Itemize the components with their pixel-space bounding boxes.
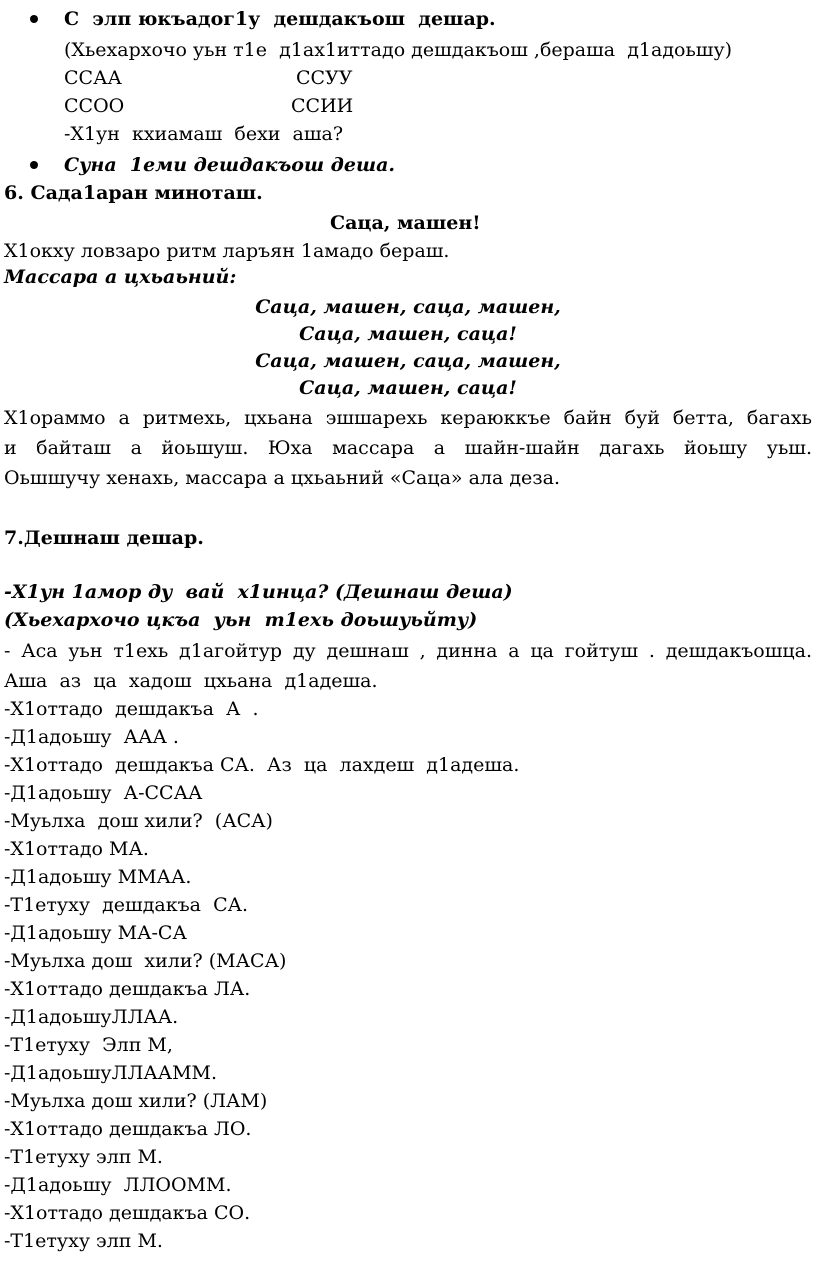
dialogue-line: -Муьлха дош хили? (МАСА) xyxy=(4,950,287,972)
dialogue-line: -Д1адоьшу А-ССАА xyxy=(4,782,203,804)
verse-line: Саца, машен, саца! xyxy=(299,323,517,345)
teacher-note: (Хьехархочо уьн т1е д1ах1иттадо дешдакъош ,бераша д1адоьшу) xyxy=(64,39,733,61)
dialogue-line: -Муьлха дош хили? (ЛАМ) xyxy=(4,1090,268,1112)
dialogue-line: -Д1адоьшу ААА . xyxy=(4,726,179,748)
dialogue-line: -Д1адоьшу ЛЛООММ. xyxy=(4,1174,232,1196)
section-heading: 6. Сада1аран миноташ. xyxy=(4,182,263,204)
section-heading: 7.Дешнаш дешар. xyxy=(4,527,204,549)
question-line: -Х1ун кхиамаш бехи аша? xyxy=(64,123,344,145)
bullet-icon xyxy=(30,15,38,23)
bullet-icon xyxy=(30,161,38,169)
dialogue-line: -Х1оттадо МА. xyxy=(4,838,149,860)
verse-line: Саца, машен, саца, машен, xyxy=(255,350,561,372)
dialogue-line: -Д1адоьшуЛЛАА. xyxy=(4,1006,179,1028)
paragraph-line: Х1ораммо а ритмехь, цхьана эшшарехь кераюккъе байн буй бетта, багахь xyxy=(4,407,812,429)
syllable: ССУУ xyxy=(296,67,353,89)
paragraph-line: Оьшшучу хенахь, массара а цхьаьний «Саца» ала деза. xyxy=(4,467,561,489)
syllable: ССОО xyxy=(64,95,125,117)
intro-line: - Аса уьн т1ехь д1агойтур ду дешнаш , динна а ца гойтуш . дешдакъошца. xyxy=(4,640,812,662)
bullet-item-reading: С элп юкъадог1у дешдакъош дешар. xyxy=(64,8,496,30)
verse-line: Саца, машен, саца, машен, xyxy=(255,296,561,318)
chorus-label: Массара а цхьаьний: xyxy=(4,266,237,288)
dialogue-line: -Т1етуху элп М. xyxy=(4,1146,163,1168)
instruction-line: Х1окху ловзаро ритм ларъян 1амадо бераш. xyxy=(4,240,450,262)
dialogue-line: -Т1етуху Элп М, xyxy=(4,1034,173,1056)
dialogue-line: -Х1оттадо дешдакъа СО. xyxy=(4,1202,251,1224)
dialogue-line: -Х1оттадо дешдакъа ЛО. xyxy=(4,1118,252,1140)
syllable: ССАА xyxy=(64,67,122,89)
dialogue-line: -Т1етуху дешдакъа СА. xyxy=(4,894,249,916)
intro-line: Аша аз ца хадош цхьана д1адеша. xyxy=(4,670,378,692)
paragraph-line: и байташ а йоьшуш. Юха массара а шайн-шайн дагахь йоьшу уьш. xyxy=(4,437,812,459)
dialogue-line: -Т1етуху элп М. xyxy=(4,1230,163,1252)
bullet-item-answer: Суна 1еми дешдакъош деша. xyxy=(64,154,395,176)
dialogue-line: -Муьлха дош хили? (АСА) xyxy=(4,810,273,832)
dialogue-line: -Д1адоьшу ММАА. xyxy=(4,866,192,888)
question-line: -Х1ун 1амор ду вай х1инца? (Дешнаш деша) xyxy=(4,581,513,603)
dialogue-line: -Х1оттадо дешдакъа ЛА. xyxy=(4,978,251,1000)
syllable: ССИИ xyxy=(291,95,354,117)
dialogue-line: -Х1оттадо дешдакъа А . xyxy=(4,698,259,720)
teacher-note: (Хьехархочо цкъа уьн т1ехь доьшуьйту) xyxy=(4,609,478,631)
dialogue-line: -Д1адоьшуЛЛААММ. xyxy=(4,1062,218,1084)
dialogue-line: -Х1оттадо дешдакъа СА. Аз ца лахдеш д1адеша. xyxy=(4,754,520,776)
verse-line: Саца, машен, саца! xyxy=(299,377,517,399)
game-title: Саца, машен! xyxy=(330,212,481,234)
dialogue-line: -Д1адоьшу МА-СА xyxy=(4,922,187,944)
